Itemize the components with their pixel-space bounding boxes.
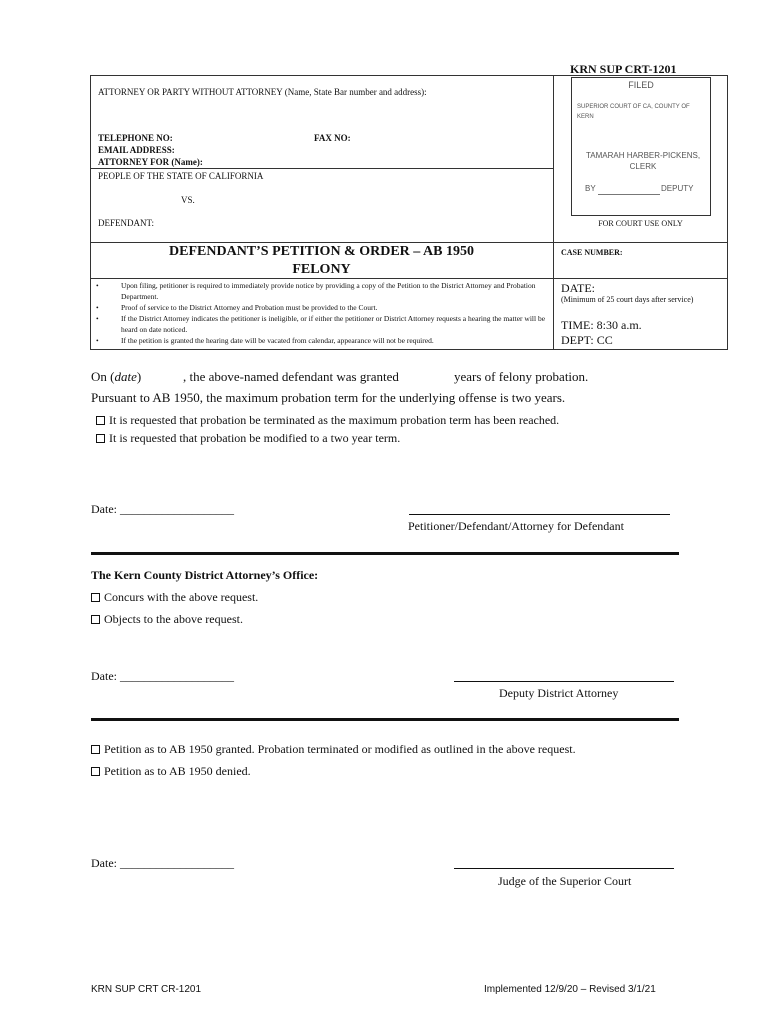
terminate-checkbox[interactable] [96,416,105,425]
title-line-1: DEFENDANT’S PETITION & ORDER – AB 1950 [169,244,474,259]
deputy-text: DEPUTY [661,184,694,193]
divider [91,552,679,555]
signature-line-3[interactable] [454,868,674,869]
court-text: SUPERIOR COURT OF CA, COUNTY OF KERN [577,104,690,120]
list-item: • If the petition is granted the hearing date will be vacated from calendar, appearance will not be required. [96,336,434,345]
people-label: PEOPLE OF THE STATE OF CALIFORNIA [98,171,264,181]
hearing-date-label: DATE: [561,281,595,295]
years-text: years of felony probation. [454,369,589,384]
fax-label: FAX NO: [314,133,351,143]
case-number-label: CASE NUMBER: [561,248,623,257]
by-text: BY [585,184,596,193]
court-use-label: FOR COURT USE ONLY [598,219,683,228]
telephone-label: TELEPHONE NO: [98,133,173,143]
title-line-2: FELONY [292,262,351,277]
date-field-2[interactable]: Date: ___________________ [91,669,234,683]
concurs-checkbox[interactable] [91,593,100,602]
judge-signature-label: Judge of the Superior Court [498,874,632,888]
option-modify: It is requested that probation be modified to a two year term. [96,431,400,446]
filed-text: FILED [628,80,654,90]
attorney-label: ATTORNEY OR PARTY WITHOUT ATTORNEY (Name, State Bar number and address): [98,87,427,97]
footer-form-code: KRN SUP CRT CR-1201 [91,984,202,995]
signature-line-2[interactable] [454,681,674,682]
instructions-list [96,280,548,346]
option-denied: Petition as to AB 1950 denied. [91,764,251,779]
clerk-text: TAMARAH HARBER-PICKENS, CLERK [585,151,701,171]
date-field-3[interactable]: Date: ___________________ [91,856,234,870]
option-concurs: Concurs with the above request. [91,590,258,605]
vs-label: VS. [181,195,195,205]
footer-revision: Implemented 12/9/20 – Revised 3/1/21 [484,984,656,995]
date-field-1[interactable]: Date: ___________________ [91,502,234,516]
da-signature-label: Deputy District Attorney [499,686,619,700]
granted-checkbox[interactable] [91,745,100,754]
filed-stamp [571,77,711,216]
defendant-label: DEFENDANT: [98,218,155,228]
list-item: • Upon filing, petitioner is required to immediately provide notice by providing a copy of the Petition to the District Attorney and Probation Department. [96,281,536,301]
form-code: KRN SUP CRT-1201 [570,62,677,76]
hearing-date-note: (Minimum of 25 court days after service) [561,295,694,304]
option-granted: Petition as to AB 1950 granted. Probation terminated or modified as outlined in the above request. [91,742,576,757]
divider [91,718,679,721]
granted-text: , the above-named defendant was granted [183,369,399,384]
hearing-dept: DEPT: CC [561,333,613,347]
pursuant-text: Pursuant to AB 1950, the maximum probation term for the underlying offense is two years. [91,390,566,405]
modify-checkbox[interactable] [96,434,105,443]
list-item: • If the District Attorney indicates the petitioner is ineligible, or if either the petitioner or District Attorney requests a hearing the matter will be heard on date noticed. [96,314,546,334]
option-objects: Objects to the above request. [91,612,243,627]
email-label: EMAIL ADDRESS: [98,145,175,155]
attorney-for-label: ATTORNEY FOR (Name): [98,157,203,167]
form-title [90,243,553,279]
objects-checkbox[interactable] [91,615,100,624]
da-heading: The Kern County District Attorney’s Office: [91,568,319,582]
petitioner-signature-label: Petitioner/Defendant/Attorney for Defendant [408,519,624,533]
option-terminate: It is requested that probation be terminated as the maximum probation term has been reached. [96,413,559,428]
list-item: • Proof of service to the District Attorney and Probation must be provided to the Court. [96,303,378,312]
denied-checkbox[interactable] [91,767,100,776]
granted-sentence: On (date) [91,369,142,384]
hearing-time: TIME: 8:30 a.m. [561,318,642,332]
signature-line-1[interactable] [409,514,670,515]
